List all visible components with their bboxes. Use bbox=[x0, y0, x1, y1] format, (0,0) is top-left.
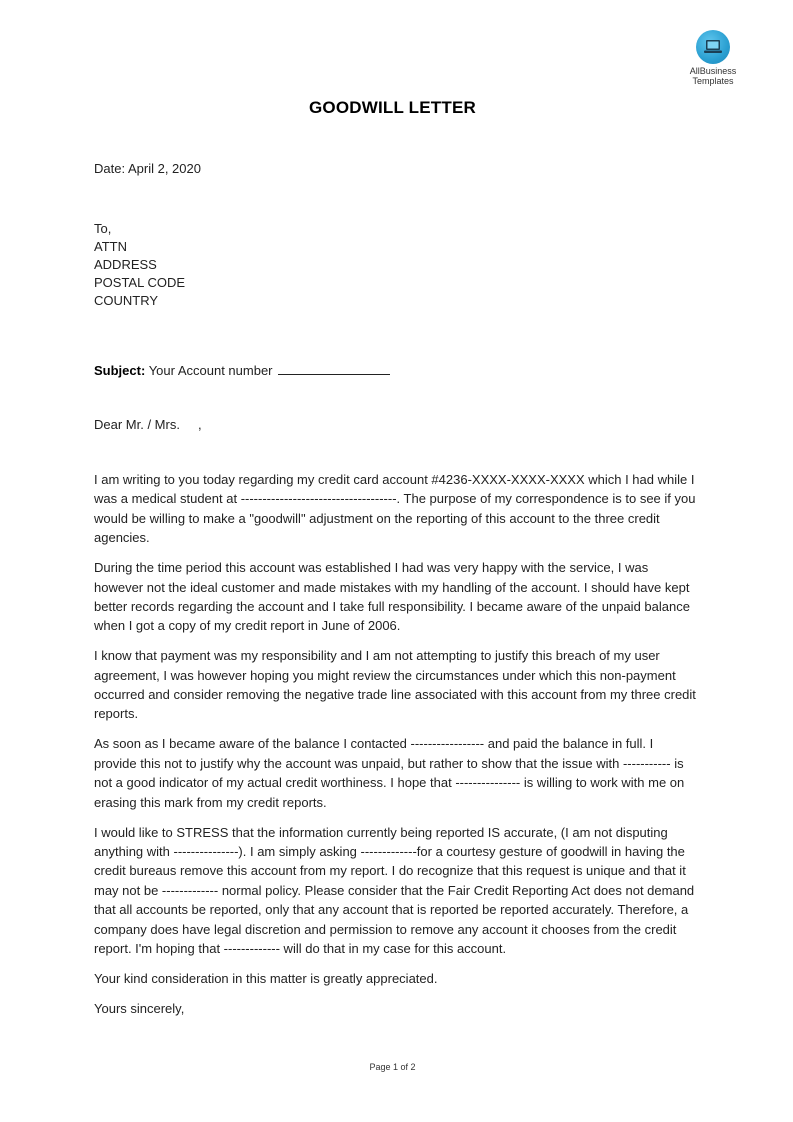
sign-off: Yours sincerely, bbox=[94, 1000, 185, 1016]
laptop-icon bbox=[696, 30, 730, 64]
body-paragraph: I would like to STRESS that the information currently being reported IS accurate, (I am not disputing anything with ---------------). I am simply asking -------------for a courtesy gesture of goodwill in having the credit bureaus remove this account from my report. I do recognize that this request is unique and that it may not be ------------- normal policy. Please consider that the Fair Credit Reporting Act does not demand that all accounts be reported, only that any account that is reported be reported accurately. Therefore, a company does have legal discretion and permission to remove any account it chooses from the credit report. I'm hoping that ------------- will do that in my case for this account. bbox=[94, 824, 695, 956]
body-paragraph: As soon as I became aware of the balance I contacted ----------------- and paid the balance in full. I provide this not to justify why the account was unpaid, but rather to show that the issue with ----------- is not a good indicator of my actual credit worthiness. I hope that --------------- is willing to work with me on erasing this mark from my credit reports. bbox=[94, 736, 685, 810]
subject-line bbox=[94, 362, 390, 380]
address-line: ADDRESS bbox=[94, 257, 157, 272]
closing-remark: Your kind consideration in this matter is greatly appreciated. bbox=[94, 970, 438, 986]
document-title: GOODWILL LETTER bbox=[308, 98, 476, 117]
body-paragraph: During the time period this account was established I had was very happy with the service, I was however not the ideal customer and made mistakes with my handling of the account. I should have kept better records regarding the account and I take full responsibility. I became aware of the unpaid balance when I got a copy of my credit report in June of 2006. bbox=[94, 560, 690, 634]
brand-logo[interactable] bbox=[682, 30, 744, 86]
address-line: To, bbox=[94, 221, 112, 236]
body-paragraph: I am writing to you today regarding my credit card account #4236-XXXX-XXXX-XXXX which I had while I was a medical student at ------------------------------------. The purpose of my correspondence is to see if you would be willing to make a "goodwill" adjustment on the reporting of this account to the three credit agencies. bbox=[94, 472, 696, 546]
recipient-address bbox=[94, 220, 185, 310]
salutation: Dear Mr. / Mrs. , bbox=[94, 417, 202, 432]
subject-text: Your Account number bbox=[148, 363, 273, 378]
page-number: Page 1 of 2 bbox=[369, 1062, 416, 1072]
address-line: COUNTRY bbox=[94, 293, 159, 308]
account-number-blank bbox=[278, 362, 390, 375]
body-paragraph: I know that payment was my responsibility and I am not attempting to justify this breach of my user agreement, I was however hoping you might review the circumstances under which this non-payment occurred and consider removing the negative trade line associated with this account from my three credit reports. bbox=[94, 648, 696, 722]
subject-label: Subject: bbox=[94, 363, 146, 378]
letter-date: Date: April 2, 2020 bbox=[94, 161, 201, 176]
logo-line-1: AllBusiness bbox=[689, 66, 737, 76]
letter-body bbox=[94, 470, 698, 1029]
address-line: POSTAL CODE bbox=[94, 275, 186, 290]
logo-text bbox=[682, 66, 744, 86]
logo-line-2: Templates bbox=[692, 76, 734, 86]
address-line: ATTN bbox=[94, 239, 127, 254]
